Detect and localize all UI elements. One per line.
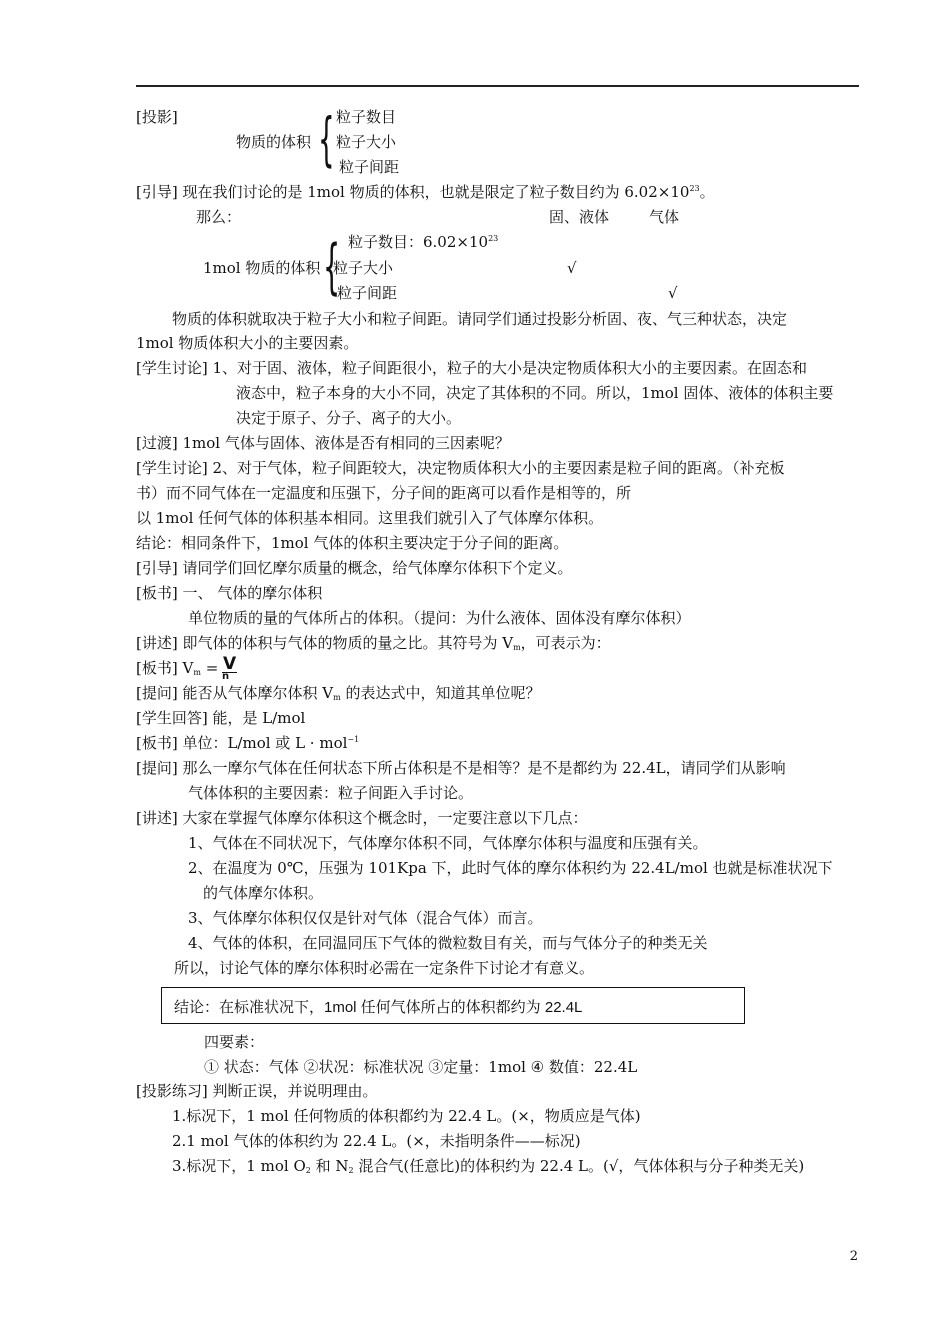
projection-tag: [投影] [136,108,178,126]
fraction-numerator: V [223,654,237,674]
discussion-line: 书）而不同气体在一定温度和压强下，分子间的距离可以看作是相等的，所 [136,484,632,502]
lecture-point-2: 2、在温度为 0℃，压强为 101Kpa 下，此时气体的摩尔体积约为 22.4L/mol 也就是标准状况下 [188,859,833,877]
lecture-point-1: 1、气体在不同状况下，气体摩尔体积不同，气体摩尔体积与温度和压强有关。 [188,834,708,852]
item-particle-distance: 粒子间距 [339,158,400,176]
para-line: 物质的体积就取决于粒子大小和粒子间距。请同学们通过投影分析固、夜、气三种状态，决定 [172,310,788,328]
formula-fraction [222,656,237,681]
top-rule [136,85,859,87]
volume-label: 物质的体积 [236,133,312,151]
discussion-line: 以 1mol 任何气体的体积基本相同。这里我们就引入了气体摩尔体积。 [136,509,604,527]
discussion-line: 液态中，粒子本身的大小不同，决定了其体积的不同。所以，1mol 固体、液体的体积主要 [236,384,834,402]
board-unit-line: [板书] 单位：L/mol 或 L · mol$^{-1}$ [136,734,360,752]
col-gas: 气体 [649,208,680,226]
page-number: 2 [849,1249,858,1264]
guide-line-1: [引导] 现在我们讨论的是 1mol 物质的体积，也就是限定了粒子数目约为 $6.02\times 10^{23}$。 [136,183,715,201]
exercise-item-1: 1.标况下，1 mol 任何物质的体积都约为 22.4 L。(×，物质应是气体) [172,1107,641,1125]
lecture-summary: 所以，讨论气体的摩尔体积时必需在一定条件下讨论才有意义。 [174,959,595,977]
conclusion-box-text: 结论：在标准状况下，1mol 任何气体所占的体积都约为 22.4L [174,999,583,1016]
lecture-point-4: 4、气体的体积，在同温同压下气体的微粒数目有关，而与气体分子的种类无关 [188,934,708,952]
curly-brace-icon: { [318,105,335,173]
col-solid-liquid: 固、液体 [549,208,610,226]
answer-line: [学生回答] 能，是 L/mol [136,709,306,727]
check-mark-icon: √ [668,284,678,302]
four-elements-title: 四要素： [204,1033,265,1051]
four-elements-items: ① 状态：气体 ②状况：标准状况 ③定量：1mol ④ 数值：22.4L [204,1058,638,1076]
item-particle-size: 粒子大小 [336,133,397,151]
exercise-item-2: 2.1 mol 气体的体积约为 22.4 L。(×，未指明条件——标况) [172,1132,581,1150]
curly-brace-icon: { [323,232,341,302]
fraction-denominator: n [222,671,230,682]
para-line: 1mol 物质体积大小的主要因素。 [136,334,359,352]
board-heading: [板书] 一、 气体的摩尔体积 [136,584,323,602]
item-particle-count: 粒子数目 [336,108,397,126]
discussion-line: [学生讨论] 2、对于气体，粒子间距较大，决定物质体积大小的主要因素是粒子间的距离。（补充板 [136,459,785,477]
discussion-line: 决定于原子、分子、离子的大小。 [236,409,462,427]
lecture-intro: [讲述] 大家在掌握气体摩尔体积这个概念时，一定要注意以下几点： [136,809,588,827]
guide-line-2: [引导] 请同学们回忆摩尔质量的概念，给气体摩尔体积下个定义。 [136,559,573,577]
question-line: [提问] 那么一摩尔气体在任何状态下所占体积是不是相等？是不是都约为 22.4L，请同学们从影响 [136,759,786,777]
check-mark-icon: √ [567,259,577,277]
then-label: 那么： [196,208,242,226]
exercise-heading: [投影练习] 判断正误，并说明理由。 [136,1082,378,1100]
mol-item-count: 粒子数目：$6.02\times 10^{23}$ [348,233,499,251]
question-line: 气体体积的主要因素：粒子间距入手讨论。 [188,784,474,802]
board-formula: [板书] $V_m$ = [136,659,219,677]
lecture-point-3: 3、气体摩尔体积仅仅是针对气体（混合气体）而言。 [188,909,543,927]
discussion-line: [学生讨论] 1、对于固、液体，粒子间距很小，粒子的大小是决定物质体积大小的主要因素。在固态和 [136,359,808,377]
transition-line: [过渡] 1mol 气体与固体、液体是否有相同的三因素呢？ [136,434,510,452]
mol-item-size: 粒子大小 [333,259,394,277]
conclusion-box [161,987,745,1024]
question-line: [提问] 能否从气体摩尔体积 $V_m$ 的表达式中，知道其单位呢？ [136,684,541,702]
mol-item-distance: 粒子间距 [337,284,398,302]
lecture-line: [讲述] 即气体的体积与气体的物质的量之比。其符号为 $V_m$，可表示为： [136,634,611,652]
exercise-item-3: 3.标况下，1 mol $O_2$ 和 $N_2$ 混合气(任意比)的体积约为 22.4 L。(√，气体体积与分子种类无关) [172,1157,805,1175]
lecture-point-2-cont: 的气体摩尔体积。 [203,884,324,902]
mol-volume-label: 1mol 物质的体积 [203,259,321,277]
conclusion-line: 结论：相同条件下，1mol 气体的体积主要决定于分子间的距离。 [136,534,569,552]
definition-line: 单位物质的量的气体所占的体积。（提问：为什么液体、固体没有摩尔体积） [188,609,691,627]
